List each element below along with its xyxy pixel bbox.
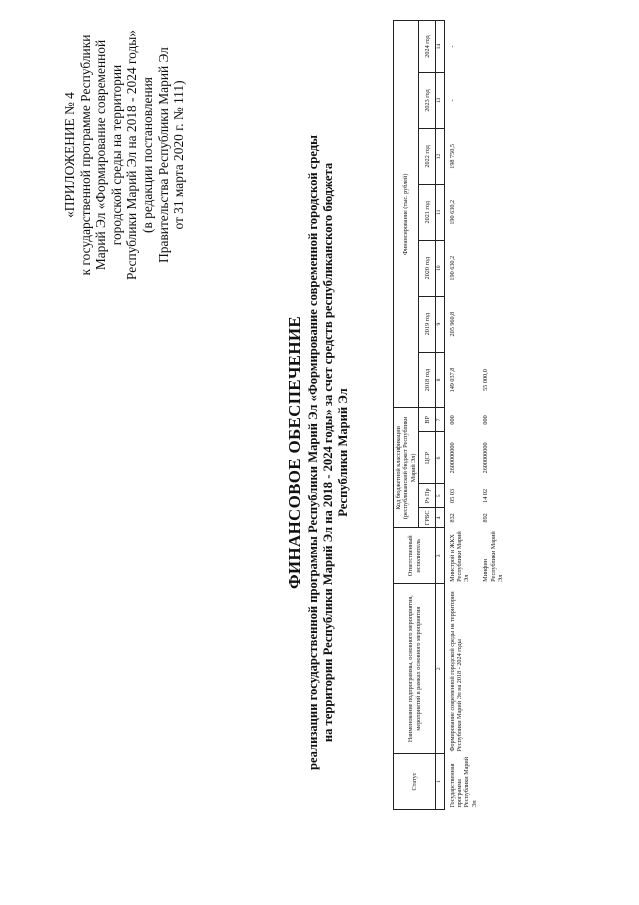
- header-year: 2019 год: [419, 296, 436, 352]
- subtitle-line: на территории Республики Марий Эл на 2018 - 2024 годы» за счет средств республиканского бюджета: [321, 162, 336, 743]
- appendix-line: Марий Эл «Формирование современной: [93, 39, 109, 271]
- row-status: [480, 754, 506, 810]
- row-executor: Минфин Республики Марий Эл: [482, 531, 505, 582]
- column-number: 2: [436, 584, 444, 754]
- row-executor: Минстрой и ЖКХ Республики Марий Эл: [448, 531, 471, 582]
- row-name: [480, 584, 506, 754]
- row-rzpr: 05 03: [448, 488, 456, 503]
- header-year: 2018 год: [419, 352, 436, 408]
- header-year: 2021 год: [419, 184, 436, 240]
- column-number: 4: [436, 508, 444, 528]
- appendix-line: от 31 марта 2020 г. № 111): [171, 80, 187, 230]
- row-status: Государственная программа Республики Марий Эл: [448, 756, 478, 808]
- row-value: 205 960,8: [448, 311, 456, 337]
- row-vr: 000: [448, 415, 456, 425]
- row-grbs: 892: [482, 513, 490, 523]
- column-number: 10: [436, 240, 444, 296]
- row-value: 198 750,5: [448, 144, 456, 169]
- appendix-line: городской среды на территории: [108, 64, 124, 246]
- header-year: 2023 год: [419, 73, 436, 129]
- column-number: 11: [436, 184, 444, 240]
- row-value: [480, 21, 506, 73]
- row-name: Формирование современной городской среды на территории Республики Марий Эл на 2018 - 2024 годы: [448, 591, 464, 752]
- row-value: -: [448, 99, 456, 102]
- header-csr: ЦСР: [419, 432, 436, 484]
- row-value: [480, 184, 506, 240]
- row-value: 190 630,2: [448, 255, 456, 281]
- column-number: 14: [436, 21, 444, 73]
- row-rzpr: 14 02: [482, 488, 490, 503]
- header-rzpr: Рз Пр: [419, 484, 436, 508]
- row-grbs: 832: [448, 513, 456, 523]
- row-csr: 2600000000: [482, 442, 490, 474]
- column-number: 3: [436, 528, 444, 584]
- table-row: [480, 21, 506, 810]
- subtitle-line: Республики Марий Эл: [336, 388, 351, 517]
- column-number: 6: [436, 432, 444, 484]
- header-budget-code: Код бюджетной классификации (республиканский бюджет Республики Марий Эл): [394, 408, 419, 528]
- appendix-line: (в редакции постановления: [139, 77, 155, 233]
- column-number: 9: [436, 296, 444, 352]
- page-title: ФИНАНСОВОЕ ОБЕСПЕЧЕНИЕ: [285, 315, 304, 590]
- column-number: 1: [436, 754, 444, 810]
- appendix-line: Республики Марий Эл на 2018 - 2024 годы»: [124, 30, 140, 280]
- column-number: 8: [436, 352, 444, 408]
- row-value: [480, 73, 506, 129]
- row-value: [480, 128, 506, 184]
- row-value: 149 037,8: [448, 367, 456, 393]
- header-status: Статус: [394, 754, 436, 810]
- header-executor: Ответственный исполнитель: [394, 528, 436, 584]
- column-number: 7: [436, 408, 444, 432]
- row-value: [480, 296, 506, 352]
- row-csr: 2600000000: [448, 442, 456, 474]
- appendix-line: к государственной программе Республики: [77, 34, 93, 276]
- header-financing: Финансирование (тыс. рублей): [394, 21, 419, 408]
- row-value: [480, 240, 506, 296]
- page-subtitle: [306, 0, 352, 905]
- financing-table: [393, 20, 506, 810]
- row-value: 190 630,2: [448, 199, 456, 225]
- column-number: 13: [436, 73, 444, 129]
- table-row: [444, 21, 480, 810]
- column-number: 5: [436, 484, 444, 508]
- row-value: 55 000,0: [482, 369, 490, 391]
- header-year: 2022 год: [419, 128, 436, 184]
- row-value: -: [448, 45, 456, 48]
- header-grbs: ГРБС: [419, 508, 436, 528]
- appendix-line: Правительства Республики Марий Эл: [155, 47, 171, 263]
- appendix-line: «ПРИЛОЖЕНИЕ № 4: [62, 92, 77, 218]
- header-year: 2024 год: [419, 21, 436, 73]
- header-name: Наименование подпрограммы, основного мероприятия, мероприятий в рамках основного мероприятия: [394, 584, 436, 754]
- header-year: 2020 год: [419, 240, 436, 296]
- header-vr: ВР: [419, 408, 436, 432]
- column-number: 12: [436, 128, 444, 184]
- subtitle-line: реализации государственной программы Республики Марий Эл «Формирование современной городской среды: [306, 135, 320, 770]
- appendix-block: [62, 25, 187, 285]
- row-vr: 000: [482, 415, 490, 425]
